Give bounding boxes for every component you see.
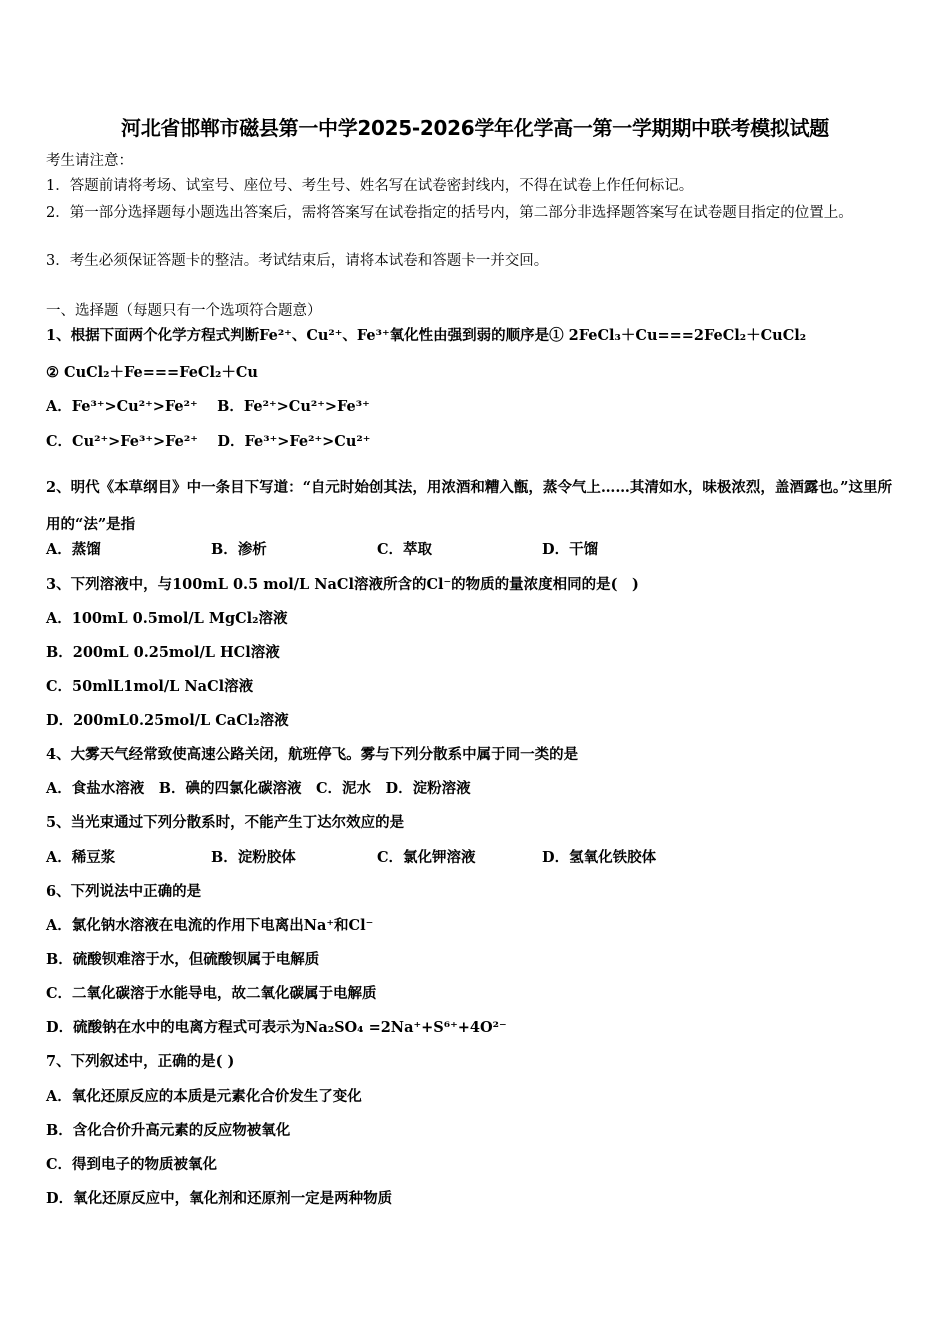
q5-stem: 5、当光束通过下列分散系时，不能产生丁达尔效应的是 xyxy=(46,814,405,831)
q5-option: A．稀豆浆 xyxy=(46,849,116,866)
notice-item: 1．答题前请将考场、试室号、座位号、考生号、姓名写在试卷密封线内，不得在试卷上作任何标记。 xyxy=(46,178,694,194)
q4-stem: 4、大雾天气经常致使高速公路关闭，航班停飞。雾与下列分散系中属于同一类的是 xyxy=(46,746,579,763)
q7-option: C．得到电子的物质被氧化 xyxy=(46,1156,218,1173)
q6-option: C．二氧化碳溶于水能导电，故二氧化碳属于电解质 xyxy=(46,985,377,1002)
q7-option: D．氧化还原反应中，氧化剂和还原剂一定是两种物质 xyxy=(46,1190,393,1207)
q3-option: A．100mL 0.5mol/L MgCl₂溶液 xyxy=(46,610,288,627)
q5-option: B．淀粉胶体 xyxy=(211,849,296,866)
q2-stem: 2、明代《本草纲目》中一条目下写道：“自元时始创其法，用浓酒和糟入甑，蒸令气上……其清如水，味极浓烈，盖酒露也。”这里所用的“法”是指 xyxy=(46,479,893,533)
notice-heading: 考生请注意： xyxy=(46,153,133,169)
q6-option: A．氯化钠水溶液在电流的作用下电离出Na⁺和Cl⁻ xyxy=(46,917,374,934)
q2-option: A．蒸馏 xyxy=(46,541,101,558)
q3-option: B．200mL 0.25mol/L HCl溶液 xyxy=(46,644,280,661)
q2-option: C．萃取 xyxy=(377,541,433,558)
q7-stem: 7、下列叙述中，正确的是( ) xyxy=(46,1053,235,1070)
q1-options-row: C．Cu²⁺>Fe³⁺>Fe²⁺ D．Fe³⁺>Fe²⁺>Cu²⁺ xyxy=(46,433,371,450)
q2-option: D．干馏 xyxy=(542,541,599,558)
notice-item: 2．第一部分选择题每小题选出答案后，需将答案写在试卷指定的括号内，第二部分非选择题答案写在试卷题目指定的位置上。 xyxy=(46,205,853,221)
q3-stem: 3、下列溶液中，与100mL 0.5 mol/L NaCl溶液所含的Cl⁻的物质的量浓度相同的是( ) xyxy=(46,576,639,593)
q6-stem: 6、下列说法中正确的是 xyxy=(46,883,202,900)
q7-option: B．含化合价升高元素的反应物被氧化 xyxy=(46,1122,291,1139)
q2-option: B．渗析 xyxy=(211,541,267,558)
q1-stem: 1、根据下面两个化学方程式判断Fe²⁺、Cu²⁺、Fe³⁺氧化性由强到弱的顺序是① 2FeCl₃＋Cu===2FeCl₂＋CuCl₂ xyxy=(46,327,807,344)
q7-option: A．氧化还原反应的本质是元素化合价发生了变化 xyxy=(46,1088,362,1105)
q5-option: D．氢氧化铁胶体 xyxy=(542,849,657,866)
q5-option: C．氯化钾溶液 xyxy=(377,849,476,866)
q4-options: A．食盐水溶液 B．碘的四氯化碳溶液 C．泥水 D．淀粉溶液 xyxy=(46,780,471,797)
q6-option: B．硫酸钡难溶于水，但硫酸钡属于电解质 xyxy=(46,951,320,968)
q3-option: C．50mlL1mol/L NaCl溶液 xyxy=(46,678,254,695)
q6-option: D．硫酸钠在水中的电离方程式可表示为Na₂SO₄ =2Na⁺+S⁶⁺+4O²⁻ xyxy=(46,1019,507,1036)
q3-option: D．200mL0.25mol/L CaCl₂溶液 xyxy=(46,712,289,729)
notice-item: 3．考生必须保证答题卡的整洁。考试结束后，请将本试卷和答题卡一并交回。 xyxy=(46,253,549,269)
page-title: 河北省邯郸市磁县第一中学2025-2026学年化学高一第一学期期中联考模拟试题 xyxy=(121,116,829,140)
q1-options-row: A．Fe³⁺>Cu²⁺>Fe²⁺ B．Fe²⁺>Cu²⁺>Fe³⁺ xyxy=(46,398,370,415)
q1-equation-2: ② CuCl₂＋Fe===FeCl₂＋Cu xyxy=(46,364,258,381)
section-heading: 一、选择题（每题只有一个选项符合题意） xyxy=(46,303,322,319)
